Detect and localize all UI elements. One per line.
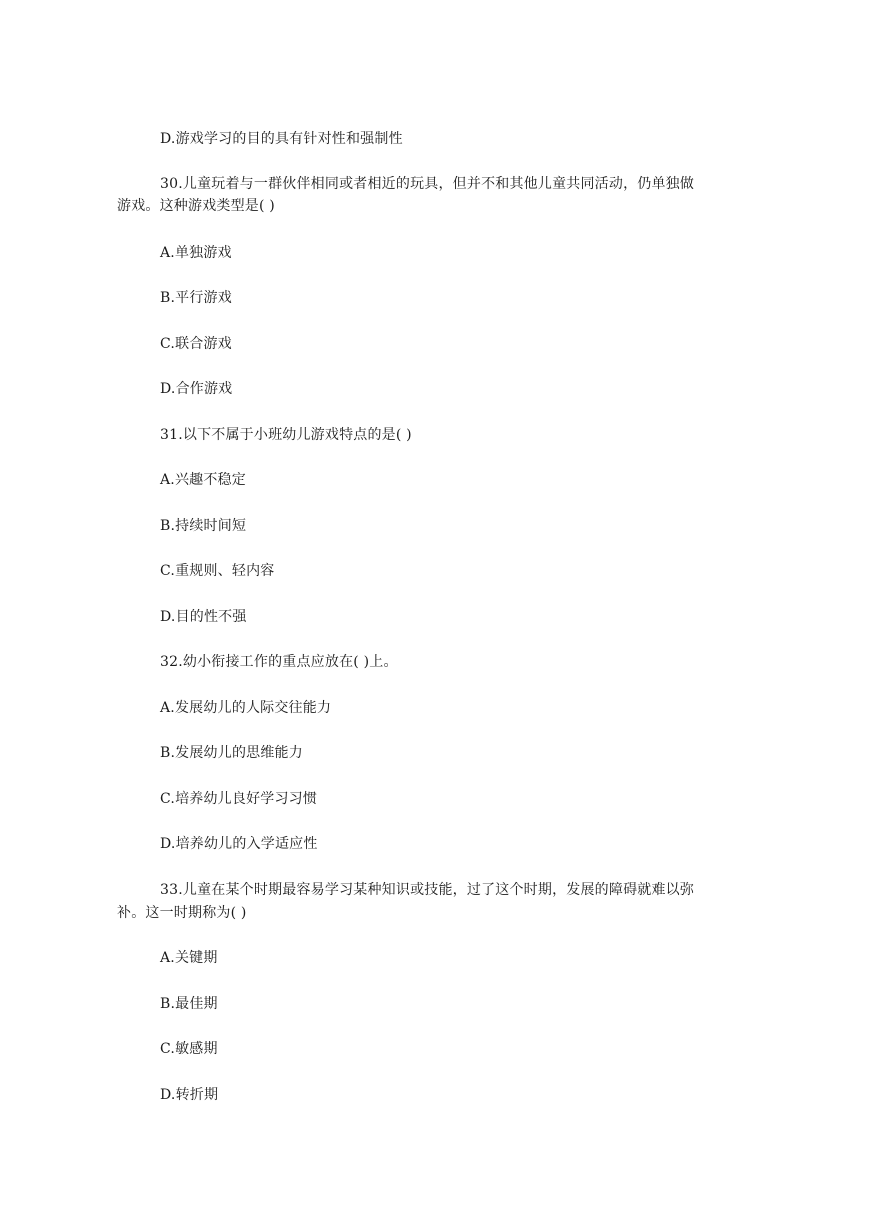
q32-option-a: A.发展幼儿的人际交往能力 (160, 700, 332, 716)
q30-option-b: B.平行游戏 (160, 290, 232, 306)
q30-stem-line1: 30.儿童玩着与一群伙伴相同或者相近的玩具，但并不和其他儿童共同活动，仍单独做 (160, 176, 695, 192)
q31-option-d: D.目的性不强 (160, 609, 247, 625)
q30-option-c: C.联合游戏 (160, 336, 232, 352)
q33-option-d: D.转折期 (160, 1087, 219, 1103)
q32-option-b: B.发展幼儿的思维能力 (160, 745, 303, 761)
q31-option-c: C.重规则、轻内容 (160, 563, 275, 579)
q31-option-b: B.持续时间短 (160, 518, 247, 534)
q31-option-a: A.兴趣不稳定 (160, 472, 246, 488)
q32-stem: 32.幼小衔接工作的重点应放在( )上。 (160, 654, 398, 670)
q33-stem-line1: 33.儿童在某个时期最容易学习某种知识或技能，过了这个时期，发展的障碍就难以弥 (160, 882, 695, 898)
q32-option-c: C.培养幼儿良好学习习惯 (160, 791, 318, 807)
q30-option-d: D.合作游戏 (160, 381, 233, 397)
q33-option-c: C.敏感期 (160, 1041, 218, 1057)
q30-option-a: A.单独游戏 (160, 245, 232, 261)
q31-stem: 31.以下不属于小班幼儿游戏特点的是( ) (160, 427, 412, 443)
q33-stem-line2: 补。这一时期称为( ) (117, 905, 247, 921)
q32-option-d: D.培养幼儿的入学适应性 (160, 836, 318, 852)
q29-option-d: D.游戏学习的目的具有针对性和强制性 (160, 131, 403, 147)
q33-option-a: A.关键期 (160, 950, 218, 966)
q30-stem-line2: 游戏。这种游戏类型是( ) (117, 198, 275, 214)
q33-option-b: B.最佳期 (160, 996, 218, 1012)
